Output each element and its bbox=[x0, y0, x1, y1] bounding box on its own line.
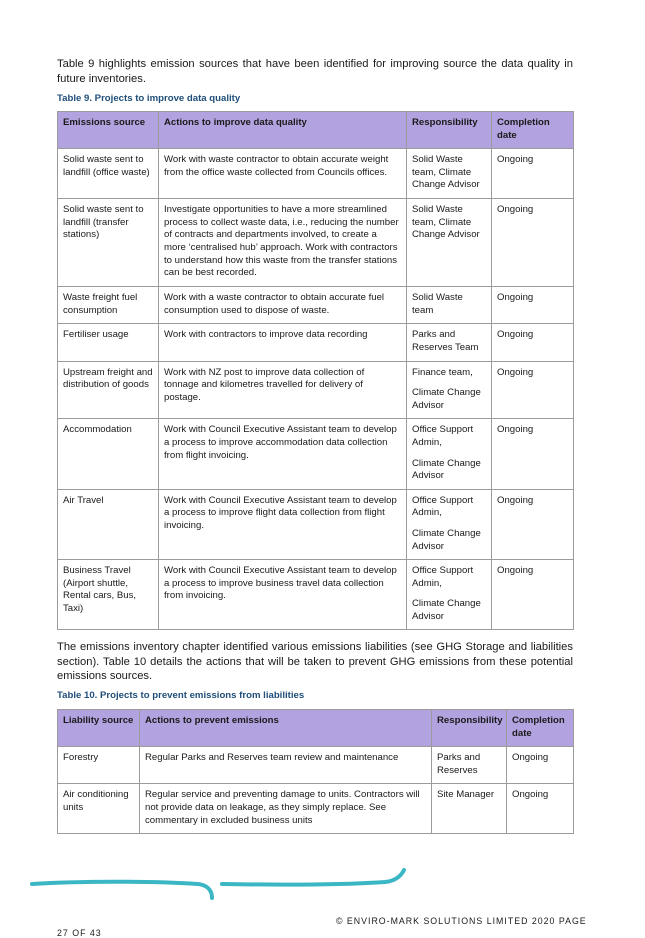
header-completion-date: Completion date bbox=[507, 710, 574, 747]
table-row bbox=[58, 747, 574, 784]
cell-responsibility: Solid Waste team, Climate Change Advisor bbox=[407, 149, 492, 199]
header-responsibility: Responsibility bbox=[432, 710, 507, 747]
cell-completion: Ongoing bbox=[492, 419, 574, 489]
cell-action: Work with Council Executive Assistant team to develop a process to improve flight data collection from flight invoicing. bbox=[159, 489, 407, 559]
table-row bbox=[58, 287, 574, 324]
header-responsibility: Responsibility bbox=[407, 112, 492, 149]
cell-action: Work with NZ post to improve data collection of tonnage and kilometres travelled for delivery of postage. bbox=[159, 361, 407, 419]
responsibility-line: Climate Change Advisor bbox=[412, 598, 481, 622]
table-row bbox=[58, 784, 574, 834]
cell-completion: Ongoing bbox=[492, 149, 574, 199]
cell-completion: Ongoing bbox=[492, 361, 574, 419]
liabilities-paragraph: The emissions inventory chapter identified various emissions liabilities (see GHG Storage and liabilities section). Table 10 details the actions that will be taken to prevent GHG emissions from these potential emissions sources. bbox=[57, 641, 573, 683]
table-row bbox=[58, 324, 574, 361]
wave-segment-middle bbox=[222, 870, 404, 885]
responsibility-line: Climate Change Advisor bbox=[412, 457, 481, 482]
wave-segment-left bbox=[32, 882, 212, 898]
cell-source: Accommodation bbox=[58, 419, 159, 489]
cell-completion: Ongoing bbox=[492, 287, 574, 324]
table-row bbox=[58, 149, 574, 199]
cell-source: Solid waste sent to landfill (office waste) bbox=[58, 149, 159, 199]
table-row bbox=[58, 489, 574, 559]
responsibility-line: Climate Change Advisor bbox=[412, 387, 481, 411]
cell-responsibility: Parks and Reserves bbox=[432, 747, 507, 784]
footer-wave-decoration bbox=[0, 860, 645, 910]
header-completion-date: Completion date bbox=[492, 112, 574, 149]
cell-action: Work with Council Executive Assistant team to develop a process to improve accommodation data collection from flight invoicing. bbox=[159, 419, 407, 489]
table9-caption: Table 9. Projects to improve data quality bbox=[57, 93, 241, 104]
cell-completion: Ongoing bbox=[492, 560, 574, 630]
cell-completion: Ongoing bbox=[507, 747, 574, 784]
cell-completion: Ongoing bbox=[492, 489, 574, 559]
cell-completion: Ongoing bbox=[492, 324, 574, 361]
cell-action: Regular service and preventing damage to units. Contractors will not provide data on leakage, as they simply replace. See commentary in excluded business units bbox=[140, 784, 432, 834]
cell-responsibility bbox=[407, 419, 492, 489]
table-row bbox=[58, 419, 574, 489]
cell-responsibility: Site Manager bbox=[432, 784, 507, 834]
cell-responsibility: Parks and Reserves Team bbox=[407, 324, 492, 361]
cell-responsibility: Solid Waste team, Climate Change Advisor bbox=[407, 199, 492, 287]
cell-source: Air Travel bbox=[58, 489, 159, 559]
cell-source: Forestry bbox=[58, 747, 140, 784]
responsibility-line: Climate Change Advisor bbox=[412, 527, 481, 552]
cell-completion: Ongoing bbox=[507, 784, 574, 834]
table-header-row bbox=[58, 112, 574, 149]
responsibility-line: Office Support Admin, bbox=[412, 565, 474, 589]
cell-source: Business Travel (Airport shuttle, Rental cars, Bus, Taxi) bbox=[58, 560, 159, 630]
footer-copyright: © ENVIRO-MARK SOLUTIONS LIMITED 2020 PAGE bbox=[336, 916, 587, 926]
cell-action: Work with a waste contractor to obtain accurate fuel consumption used to dispose of waste. bbox=[159, 287, 407, 324]
cell-source: Fertiliser usage bbox=[58, 324, 159, 361]
table-row bbox=[58, 560, 574, 630]
liabilities-table bbox=[57, 709, 574, 834]
header-liability-source: Liability source bbox=[58, 710, 140, 747]
header-actions: Actions to prevent emissions bbox=[140, 710, 432, 747]
cell-responsibility bbox=[407, 361, 492, 419]
cell-responsibility: Solid Waste team bbox=[407, 287, 492, 324]
header-actions: Actions to improve data quality bbox=[159, 112, 407, 149]
cell-action: Work with Council Executive Assistant team to develop a process to improve business travel data collection from invoicing. bbox=[159, 560, 407, 630]
cell-responsibility bbox=[407, 489, 492, 559]
cell-action: Regular Parks and Reserves team review and maintenance bbox=[140, 747, 432, 784]
cell-action: Work with waste contractor to obtain accurate weight from the office waste collected from Councils offices. bbox=[159, 149, 407, 199]
cell-completion: Ongoing bbox=[492, 199, 574, 287]
cell-source: Upstream freight and distribution of goods bbox=[58, 361, 159, 419]
responsibility-line: Office Support Admin, bbox=[412, 494, 474, 519]
intro-paragraph: Table 9 highlights emission sources that have been identified for improving source the data quality in future inventories. bbox=[57, 58, 573, 85]
data-quality-table bbox=[57, 111, 574, 630]
responsibility-line: Office Support Admin, bbox=[412, 424, 474, 448]
cell-action: Investigate opportunities to have a more streamlined process to collect waste data, i.e., reducing the number of contracts and departments involved, to create a more ‘centralised hub’ approach. Work with contractors to understand how this waste from the transfer stations can be best recorded. bbox=[159, 199, 407, 287]
cell-action: Work with contractors to improve data recording bbox=[159, 324, 407, 361]
table10-caption: Table 10. Projects to prevent emissions from liabilities bbox=[57, 690, 305, 701]
table-row bbox=[58, 361, 574, 419]
responsibility-line: Finance team, bbox=[412, 366, 473, 378]
cell-source: Waste freight fuel consumption bbox=[58, 287, 159, 324]
table-row bbox=[58, 199, 574, 287]
cell-source: Solid waste sent to landfill (transfer stations) bbox=[58, 199, 159, 287]
header-emissions-source: Emissions source bbox=[58, 112, 159, 149]
cell-responsibility bbox=[407, 560, 492, 630]
table-header-row bbox=[58, 710, 574, 747]
cell-source: Air conditioning units bbox=[58, 784, 140, 834]
page-number: 27 OF 43 bbox=[57, 928, 102, 938]
